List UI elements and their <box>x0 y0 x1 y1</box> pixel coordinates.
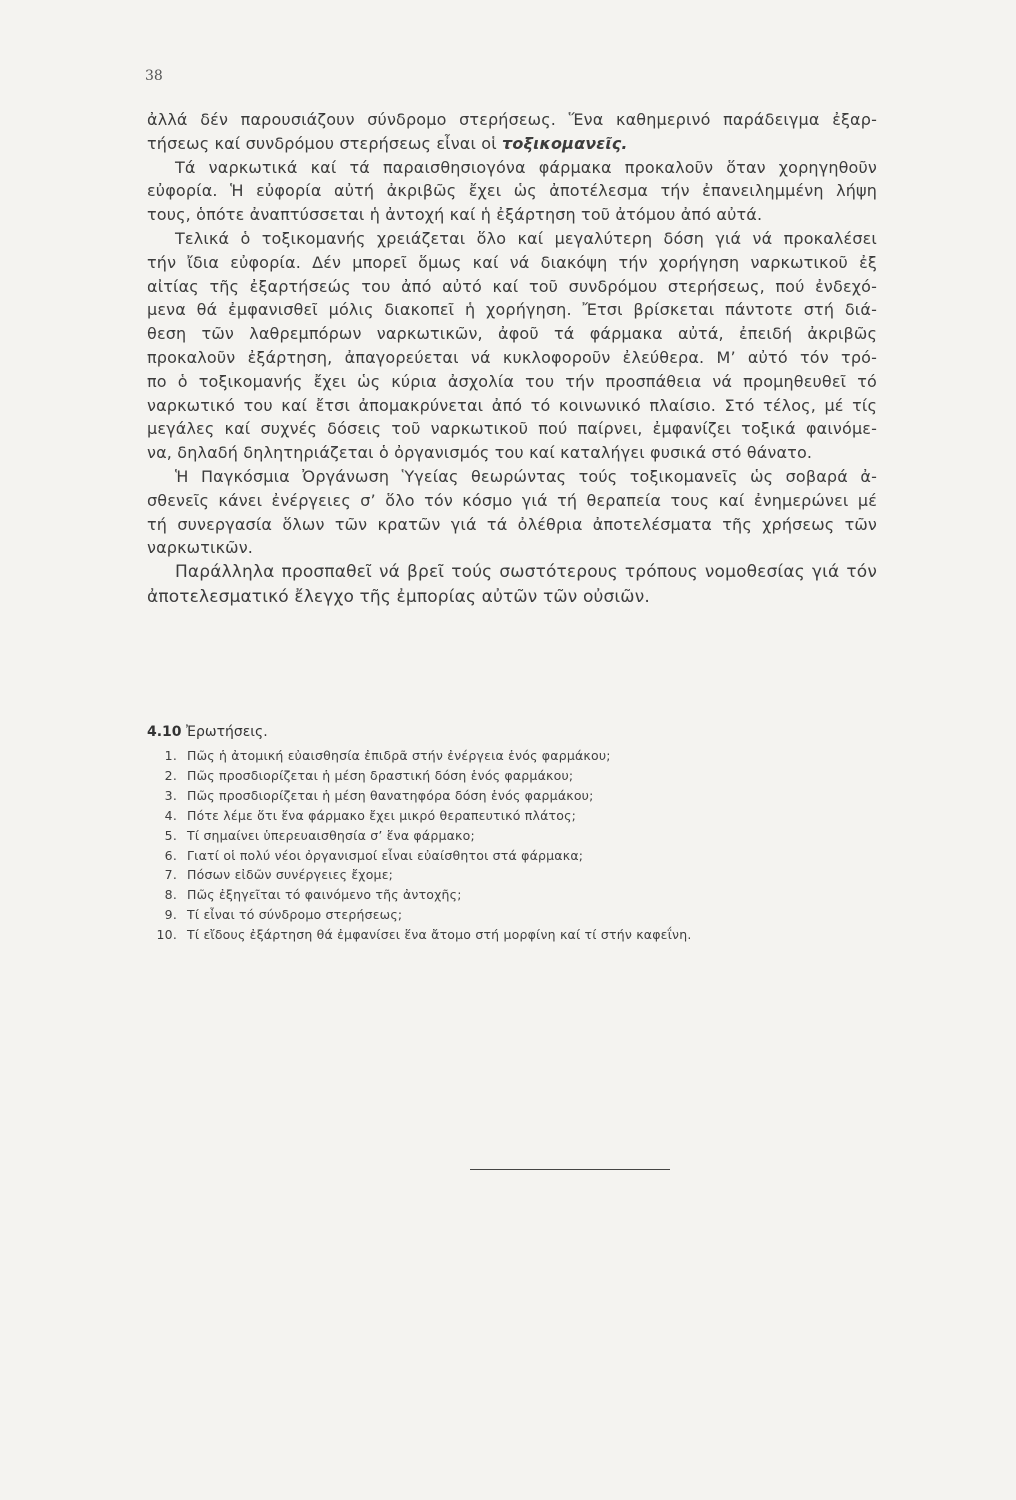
questions-list <box>147 746 907 945</box>
paragraph-line: τή συνεργασία ὅλων τῶν κρατῶν γιά τά ὀλέθρια ἀποτελέσματα τῆς χρήσεως τῶν <box>147 514 877 534</box>
paragraph-line: μενα θά ἐμφανισθεῖ μόλις διακοπεῖ ἡ χορήγηση. Ἔτσι βρίσκεται πάντοτε στή διά- <box>147 300 877 320</box>
paragraph-line: εὐφορία. Ἡ εὐφορία αὐτή ἀκριβῶς ἔχει ὡς ἀποτέλεσμα τήν ἐπανειλημμένη λήψη <box>147 181 877 201</box>
question-item <box>147 746 907 766</box>
question-item <box>147 925 907 945</box>
paragraph-4 <box>147 465 877 560</box>
paragraph-line: ἀποτελεσματικό ἔλεγχο τῆς ἐμπορίας αὐτῶν τῶν οὐσιῶν. <box>147 587 650 608</box>
paragraph-line: να, δηλαδή δηλητηριάζεται ὁ ὀργανισμός του καί καταλήγει φυσικά στό θάνατο. <box>147 443 813 463</box>
paragraph-line: τήν ἴδια εὐφορία. Δέν μπορεῖ ὅμως καί νά διακόψη τήν χορήγηση ναρκωτικοῦ ἐξ <box>147 252 877 272</box>
paragraph-line: Ἡ Παγκόσμια Ὀργάνωση Ὑγείας θεωρώντας τούς τοξικομανεῖς ὡς σοβαρά ἀ- <box>175 466 877 486</box>
paragraph-line: πο ὁ τοξικομανής ἔχει ὡς κύρια ἀσχολία του τήν προσπάθεια νά προμηθευθεῖ τό <box>147 371 877 391</box>
question-text: Τί εἴδους ἐξάρτηση θά ἐμφανίσει ἕνα ἄτομο στή μορφίνη καί τί στήν καφεΐνη. <box>187 927 692 943</box>
section-title: Ἐρωτήσεις. <box>186 724 268 740</box>
question-text: Πῶς ἐξηγεῖται τό φαινόμενο τῆς ἀντοχῆς; <box>187 887 462 903</box>
paragraph-line: ἀλλά δέν παρουσιάζουν σύνδρομο στερήσεως. Ἕνα καθημερινό παράδειγμα ἐξαρ- <box>147 110 877 129</box>
section-heading <box>147 724 268 740</box>
question-text: Πῶς προσδιορίζεται ἡ μέση θανατηφόρα δόση ἑνός φαρμάκου; <box>187 787 594 803</box>
question-text: Πῶς ἡ ἀτομική εὐαισθησία ἐπιδρᾶ στήν ἐνέργεια ἑνός φαρμάκου; <box>187 748 611 763</box>
question-number: 10. <box>156 927 177 943</box>
page-number: 38 <box>145 68 163 84</box>
question-text: Πόσων εἰδῶν συνέργειες ἔχομε; <box>187 867 394 883</box>
paragraph-2 <box>147 156 877 227</box>
question-text: Πῶς προσδιορίζεται ἡ μέση δραστική δόση ἑνός φαρμάκου; <box>187 767 574 783</box>
body-text <box>147 108 877 610</box>
question-item <box>147 846 907 866</box>
question-number: 6. <box>164 847 177 863</box>
question-number: 4. <box>164 807 177 823</box>
question-item <box>147 826 907 846</box>
question-item <box>147 806 907 826</box>
question-item <box>147 905 907 925</box>
question-text: Γιατί οἱ πολύ νέοι ὀργανισμοί εἶναι εὐαίσθητοι στά φάρμακα; <box>187 847 584 863</box>
question-item <box>147 865 907 885</box>
question-text: Τί εἶναι τό σύνδρομο στερήσεως; <box>187 907 403 923</box>
paragraph-line: σθενεῖς κάνει ἐνέργειες σ’ ὅλο τόν κόσμο γιά τή θεραπεία τους καί ἐνημερώνει μέ <box>147 490 877 510</box>
question-number: 2. <box>164 767 177 783</box>
question-item <box>147 885 907 905</box>
emphasized-term: τοξικομανεῖς. <box>502 133 628 153</box>
section-end-rule <box>470 1169 670 1170</box>
paragraph-line: ναρκωτικό του καί ἔτσι ἀπομακρύνεται ἀπό τό κοινωνικό πλαίσιο. Στό τέλος, μέ τίς <box>147 395 877 415</box>
section-number: 4.10 <box>147 724 182 740</box>
question-number: 7. <box>164 867 177 883</box>
paragraph-line: ναρκωτικῶν. <box>147 538 254 558</box>
paragraph-5 <box>147 560 877 610</box>
question-item <box>147 786 907 806</box>
paragraph-line: Τελικά ὁ τοξικομανής χρειάζεται ὅλο καί μεγαλύτερη δόση γιά νά προκαλέσει <box>175 228 877 248</box>
paragraph-line: προκαλοῦν ἐξάρτηση, ἀπαγορεύεται νά κυκλοφοροῦν ἐλεύθερα. Μ’ αὐτό τόν τρό- <box>147 347 877 367</box>
question-number: 8. <box>164 887 177 903</box>
paragraph-line: θεση τῶν λαθρεμπόρων ναρκωτικῶν, ἀφοῦ τά φάρμακα αὐτά, ἐπειδή ἀκριβῶς <box>147 324 877 344</box>
question-number: 3. <box>164 787 177 803</box>
paragraph-1 <box>147 108 877 156</box>
paragraph-line: αἰτίας τῆς ἐξαρτήσεώς του ἀπό αὐτό καί τοῦ συνδρόμου στερήσεως, πού ἐνδεχό- <box>147 276 877 296</box>
paragraph-line <box>147 132 877 156</box>
question-number: 1. <box>164 748 177 763</box>
question-number: 9. <box>164 907 177 923</box>
question-number: 5. <box>164 827 177 843</box>
paragraph-line: τους, ὁπότε ἀναπτύσσεται ἡ ἀντοχή καί ἡ ἐξάρτηση τοῦ ἀτόμου ἀπό αὐτά. <box>147 205 763 225</box>
paragraph-line: μεγάλες καί συχνές δόσεις τοῦ ναρκωτικοῦ πού παίρνει, ἐμφανίζει τοξικά φαινόμε- <box>147 419 877 439</box>
question-item <box>147 766 907 786</box>
paragraph-line: Τά ναρκωτικά καί τά παραισθησιογόνα φάρμακα προκαλοῦν ὅταν χορηγηθοῦν <box>175 157 877 177</box>
question-text: Τί σημαίνει ὑπερευαισθησία σ’ ἕνα φάρμακο; <box>187 827 475 843</box>
question-text: Πότε λέμε ὅτι ἕνα φάρμακο ἔχει μικρό θεραπευτικό πλάτος; <box>187 807 577 823</box>
paragraph-line: Παράλληλα προσπαθεῖ νά βρεῖ τούς σωστότερους τρόπους νομοθεσίας γιά τόν <box>175 562 877 583</box>
paragraph-3 <box>147 227 877 465</box>
line-text: τήσεως καί συνδρόμου στερήσεως εἶναι οἱ <box>147 133 503 153</box>
